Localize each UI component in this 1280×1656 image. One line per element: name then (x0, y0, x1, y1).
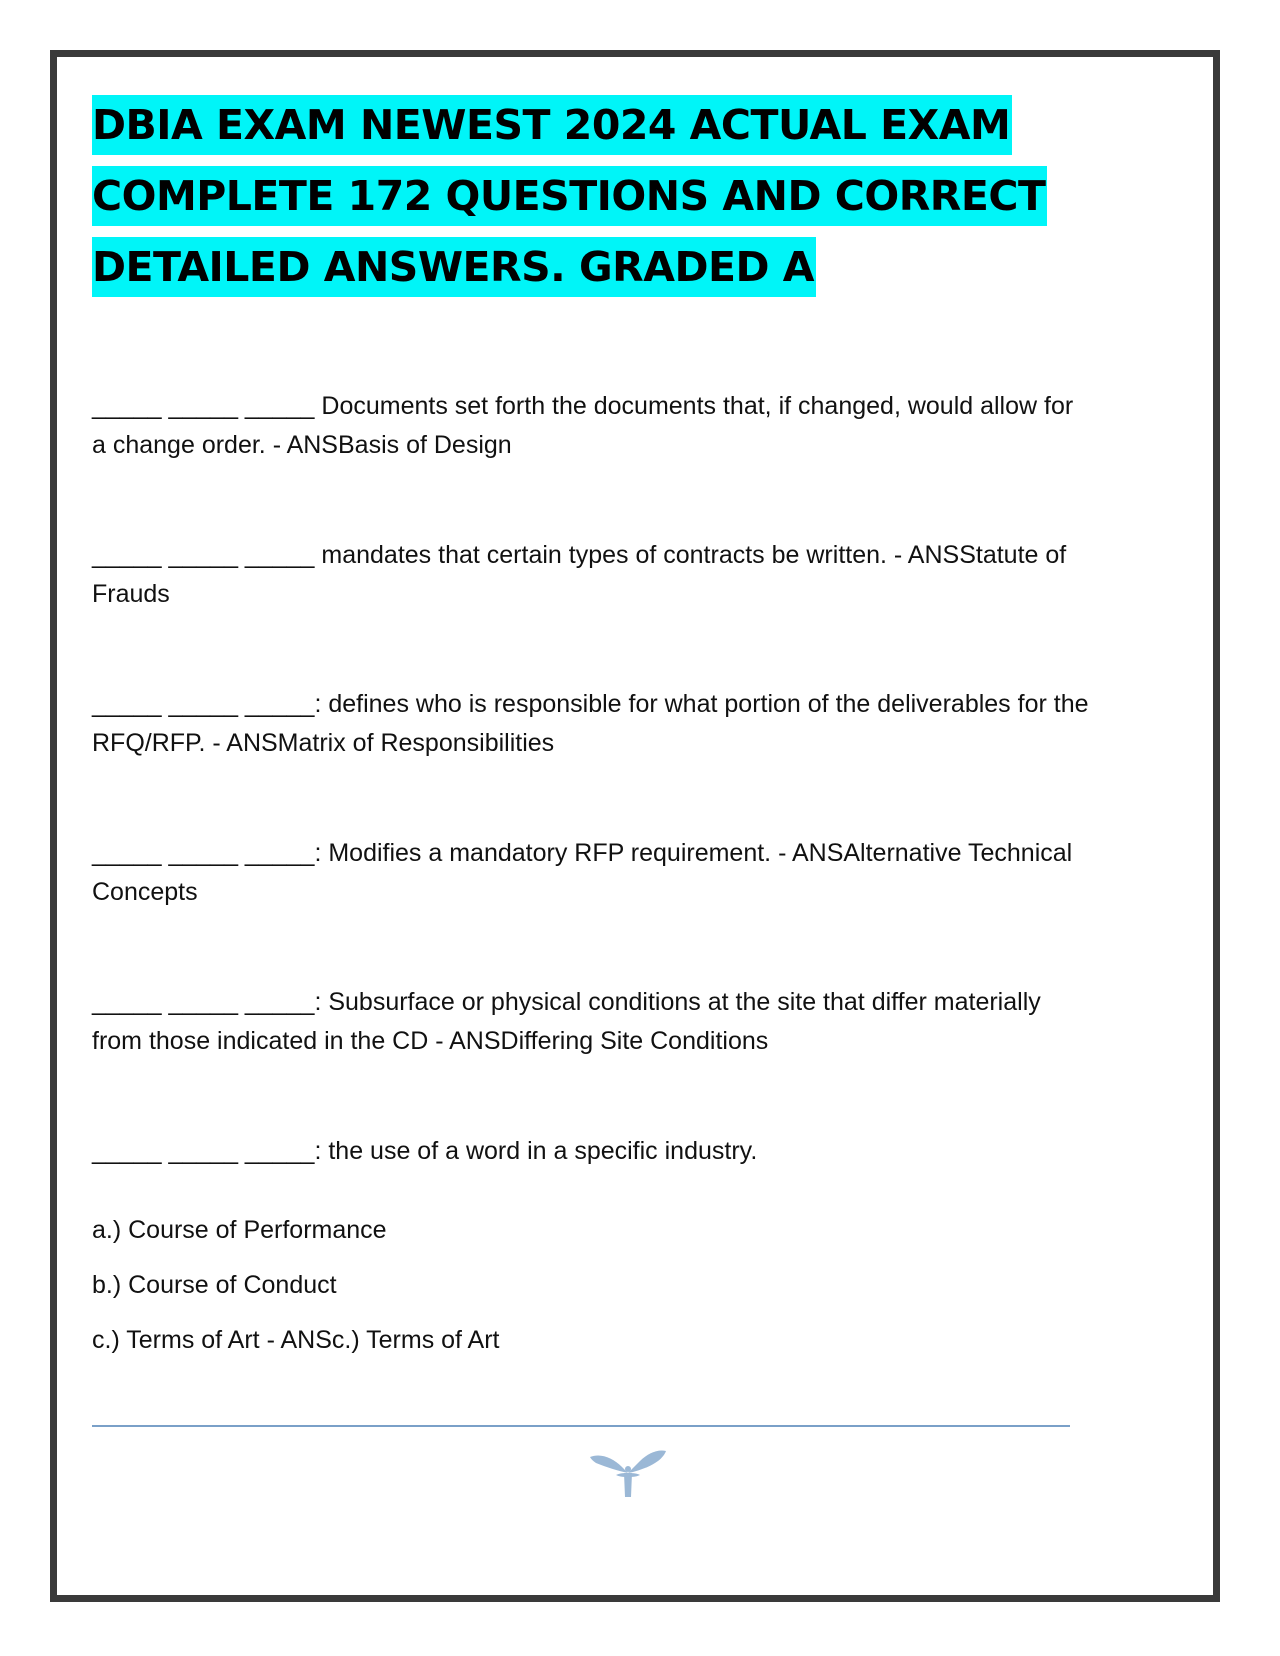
answer-option-a: a.) Course of Performance (92, 1216, 387, 1244)
document-content (92, 90, 1092, 1376)
title-highlight: DBIA EXAM NEWEST 2024 ACTUAL EXAM COMPLETE 172 QUESTIONS AND CORRECT DETAILED ANSWERS. GRADED A (92, 95, 1047, 297)
question-list (92, 387, 1092, 1360)
document-title (92, 90, 1092, 303)
bird-logo-icon (588, 1445, 668, 1501)
question-item: _____ _____ _____: the use of a word in a specific industry. (92, 1137, 758, 1165)
answer-option-b: b.) Course of Conduct (92, 1271, 337, 1299)
question-item: _____ _____ _____: Modifies a mandatory RFP requirement. - ANSAlternative Technical Concepts (92, 839, 1073, 906)
answer-option-c: c.) Terms of Art - ANSc.) Terms of Art (92, 1326, 500, 1354)
footer-divider (92, 1425, 1070, 1427)
question-item: _____ _____ _____ mandates that certain types of contracts be written. - ANSStatute of Frauds (92, 541, 1067, 608)
question-item: _____ _____ _____: Subsurface or physical conditions at the site that differ materially from those indicated in the CD - ANSDiffering Site Conditions (92, 988, 1041, 1055)
question-item: _____ _____ _____ Documents set forth the documents that, if changed, would allow for a change order. - ANSBasis of Design (92, 392, 1074, 459)
question-item: _____ _____ _____: defines who is responsible for what portion of the deliverables for the RFQ/RFP. - ANSMatrix of Responsibilities (92, 690, 1089, 757)
